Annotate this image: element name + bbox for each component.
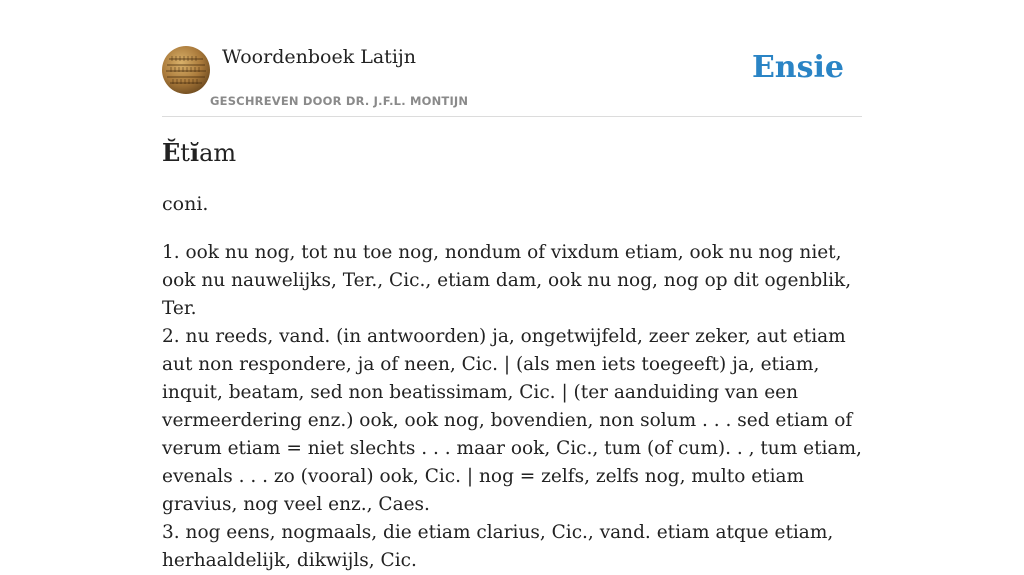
sense-3: 3. nog eens, nogmaals, die etiam clarius, Cic., vand. etiam atque etiam, herhaaldelijk, dikwijls, Cic. bbox=[162, 522, 834, 571]
ensie-brand-link[interactable]: Ensie bbox=[751, 50, 844, 85]
author-byline: GESCHREVEN DOOR DR. J.F.L. MONTIJN bbox=[210, 94, 469, 108]
part-of-speech: coni. bbox=[162, 193, 209, 215]
headword-part-3: ĭ bbox=[189, 138, 200, 167]
headword-part-1: Ĕ bbox=[162, 138, 181, 167]
headword-part-2: t bbox=[180, 139, 190, 167]
headword-part-4: am bbox=[199, 139, 237, 167]
inscribed-coin-icon[interactable] bbox=[162, 46, 210, 94]
entry-headword bbox=[162, 138, 236, 167]
sense-2: 2. nu reeds, vand. (in antwoorden) ja, ongetwijfeld, zeer zeker, aut etiam aut non respondere, ja of neen, Cic. | (als men iets toegeeft) ja, etiam, inquit, beatam, sed non beatissimam, Cic. | (ter aanduiding van een vermeerdering enz.) ook, ook nog, bovendien, non solum . . . sed etiam of verum etiam = niet slechts . . . maar ook, Cic., tum (of cum). . , tum etiam, evenals . . . zo (vooral) ook, Cic. | nog = zelfs, zelfs nog, multo etiam gravius, nog veel enz., Caes. bbox=[162, 326, 862, 515]
dictionary-title[interactable]: Woordenboek Latijn bbox=[222, 46, 417, 68]
site-header bbox=[162, 44, 862, 117]
sense-1: 1. ook nu nog, tot nu toe nog, nondum of vixdum etiam, ook nu nog niet, ook nu nauwelijks, Ter., Cic., etiam dam, ook nu nog, nog op dit ogenblik, Ter. bbox=[162, 242, 852, 319]
entry-definition bbox=[162, 239, 867, 575]
